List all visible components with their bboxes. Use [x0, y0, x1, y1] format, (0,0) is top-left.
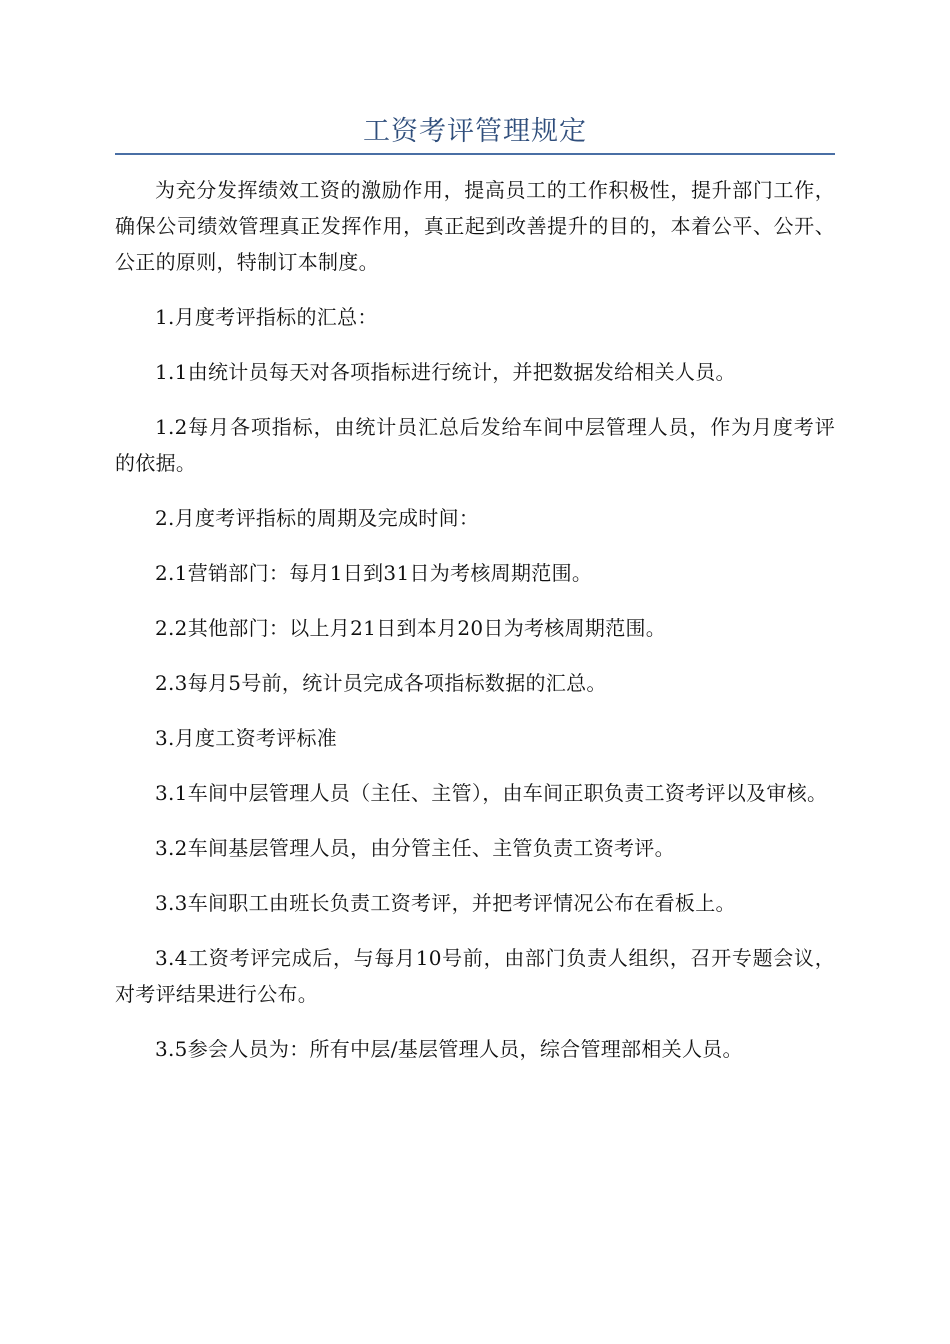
paragraph-intro: 为充分发挥绩效工资的激励作用，提高员工的工作积极性，提升部门工作，确保公司绩效管理真正发挥作用，真正起到改善提升的目的，本着公平、公开、公正的原则，特制订本制度。 — [115, 178, 835, 274]
paragraph-section-3: 3.月度工资考评标准 — [155, 726, 338, 750]
paragraph-1-1: 1.1由统计员每天对各项指标进行统计，并把数据发给相关人员。 — [155, 360, 736, 384]
paragraph-3-5: 3.5参会人员为：所有中层/基层管理人员，综合管理部相关人员。 — [155, 1037, 743, 1061]
paragraph-2-2: 2.2其他部门：以上月21日到本月20日为考核周期范围。 — [155, 616, 667, 640]
paragraph-2-3: 2.3每月5号前，统计员完成各项指标数据的汇总。 — [155, 671, 607, 695]
paragraph-3-2: 3.2车间基层管理人员，由分管主任、主管负责工资考评。 — [155, 836, 675, 860]
paragraph-section-2: 2.月度考评指标的周期及完成时间： — [155, 506, 480, 530]
paragraph-3-3: 3.3车间职工由班长负责工资考评，并把考评情况公布在看板上。 — [155, 891, 736, 915]
paragraph-section-1: 1.月度考评指标的汇总： — [155, 305, 378, 329]
title-underline — [115, 153, 835, 155]
paragraph-2-1: 2.1营销部门：每月1日到31日为考核周期范围。 — [155, 561, 593, 585]
document-body — [115, 172, 835, 1086]
document-title: 工资考评管理规定 — [363, 116, 587, 147]
paragraph-1-2: 1.2每月各项指标，由统计员汇总后发给车间中层管理人员，作为月度考评的依据。 — [115, 415, 835, 475]
paragraph-3-4: 3.4工资考评完成后，与每月10号前，由部门负责人组织，召开专题会议，对考评结果进行公布。 — [115, 946, 835, 1006]
paragraph-3-1: 3.1车间中层管理人员（主任、主管），由车间正职负责工资考评以及审核。 — [155, 781, 828, 805]
